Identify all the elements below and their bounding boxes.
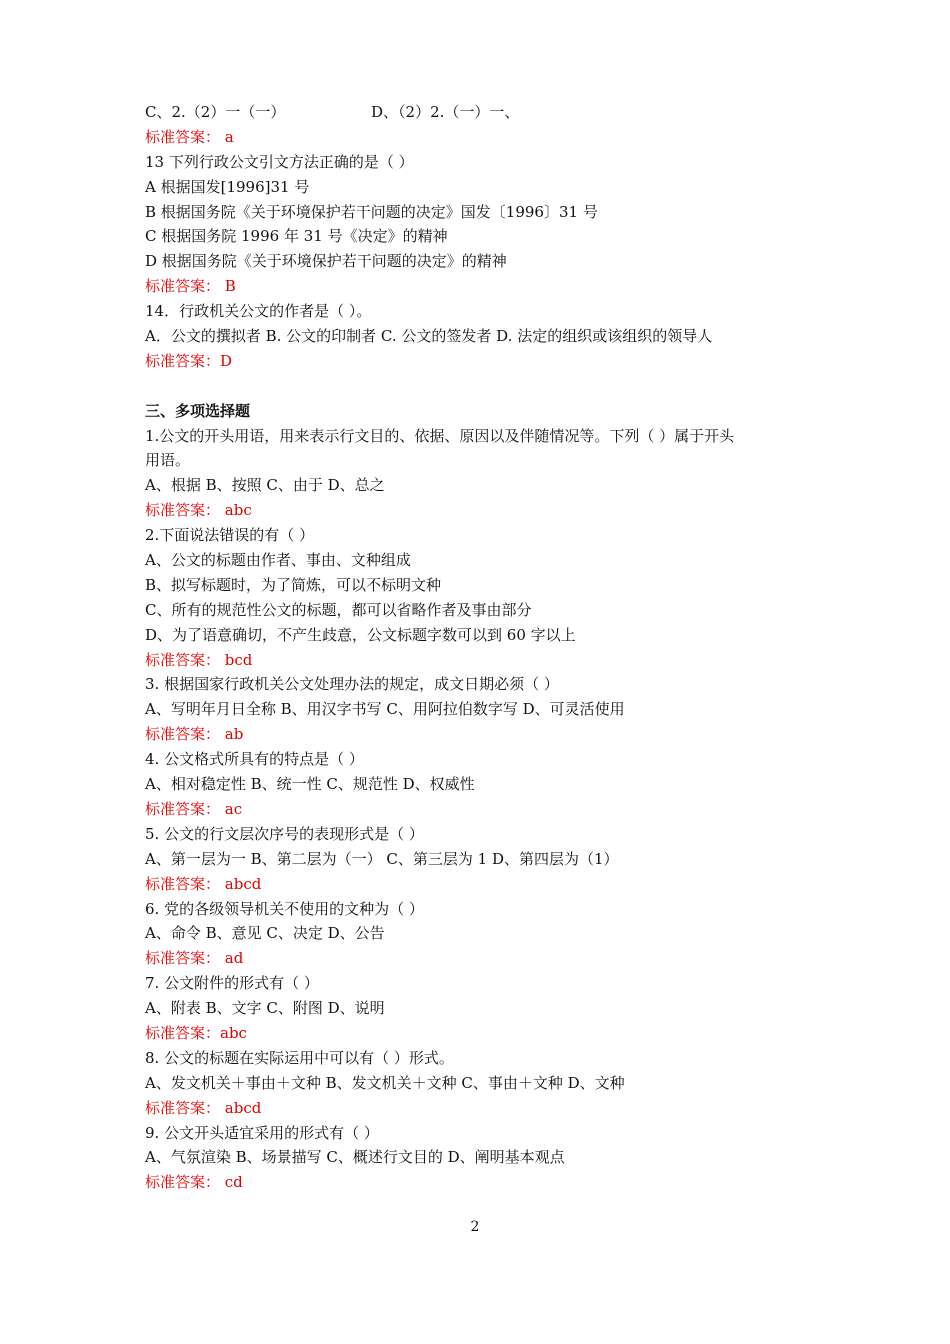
answer-line: 标准答案： ac [145, 799, 243, 818]
option-row [145, 100, 825, 125]
answer-line: 标准答案： abcd [145, 874, 262, 893]
option-d: D 根据国务院《关于环境保护若干问题的决定》的精神 [145, 252, 507, 271]
option-c: C、所有的规范性公文的标题，都可以省略作者及事由部分 [145, 600, 532, 619]
option-b: B、拟写标题时，为了简炼，可以不标明文种 [145, 575, 442, 594]
answer-line: 标准答案： ad [145, 949, 244, 968]
mq-8-question: 8. 公文的标题在实际运用中可以有（ ）形式。 [145, 1048, 454, 1067]
question-14: 14．行政机关公文的作者是（ ）。 [145, 302, 372, 321]
spacer [145, 374, 825, 399]
answer-line: 标准答案： a [145, 127, 234, 146]
mq-9-question: 9. 公文开头适宜采用的形式有（ ） [145, 1123, 379, 1142]
section-heading: 三、多项选择题 [145, 401, 251, 420]
option-d: D、为了语意确切，不产生歧意，公文标题字数可以到 60 字以上 [145, 625, 576, 644]
mq-1-question: 1.公文的开头用语，用来表示行文目的、依据、原因以及伴随情况等。下列（ ）属于开头 [145, 426, 735, 445]
answer-line: 标准答案： abc [145, 501, 252, 520]
options-line: A、第一层为一 B、第二层为（一） C、第三层为 1 D、第四层为（1） [145, 849, 619, 868]
options-line: A、写明年月日全称 B、用汉字书写 C、用阿拉伯数字写 D、可灵活使用 [145, 700, 625, 719]
page-number: 2 [470, 1219, 480, 1235]
question-13: 13 下列行政公文引文方法正确的是（ ） [145, 152, 414, 171]
option-c: C 根据国务院 1996 年 31 号《决定》的精神 [145, 227, 448, 246]
options-line: A、发文机关＋事由＋文种 B、发文机关＋文种 C、事由＋文种 D、文种 [145, 1073, 625, 1092]
mq-4-question: 4. 公文格式所具有的特点是（ ） [145, 750, 364, 769]
mq-3-question: 3. 根据国家行政机关公文处理办法的规定，成文日期必须（ ） [145, 675, 559, 694]
options-line: A、相对稳定性 B、统一性 C、规范性 D、权威性 [145, 775, 475, 794]
option-a: A 根据国发[1996]31 号 [145, 177, 310, 196]
mq-6-question: 6. 党的各级领导机关不使用的文种为（ ） [145, 899, 424, 918]
option-a: A、公文的标题由作者、事由、文种组成 [145, 551, 411, 570]
options-line: A、附表 B、文字 C、附图 D、说明 [145, 999, 385, 1018]
options-line: A．公文的撰拟者 B. 公文的印制者 C. 公文的签发者 D. 法定的组织或该组织的领导人 [145, 327, 713, 346]
options-line: A、气氛渲染 B、场景描写 C、概述行文目的 D、阐明基本观点 [145, 1148, 565, 1167]
mq-7-question: 7. 公文附件的形式有（ ） [145, 974, 319, 993]
option-d: D、（2）2.（一）一、 [371, 103, 520, 121]
answer-line: 标准答案：abc [145, 1023, 247, 1042]
mq-1-question-cont: 用语。 [145, 451, 191, 470]
answer-line: 标准答案： ab [145, 725, 244, 744]
answer-line: 标准答案：D [145, 351, 233, 370]
mq-5-question: 5. 公文的行文层次序号的表现形式是（ ） [145, 824, 424, 843]
options-line: A、命令 B、意见 C、决定 D、公告 [145, 924, 385, 943]
page-content [145, 100, 825, 1195]
answer-line: 标准答案： cd [145, 1173, 243, 1192]
answer-line: 标准答案： B [145, 277, 236, 296]
answer-line: 标准答案： bcd [145, 650, 253, 669]
options-line: A、根据 B、按照 C、由于 D、总之 [145, 476, 385, 495]
mq-2-question: 2.下面说法错误的有（ ） [145, 526, 315, 545]
answer-line: 标准答案： abcd [145, 1098, 262, 1117]
option-c: C、2.（2）一（一） [145, 103, 286, 121]
option-b: B 根据国务院《关于环境保护若干问题的决定》国发〔1996〕31 号 [145, 202, 598, 221]
